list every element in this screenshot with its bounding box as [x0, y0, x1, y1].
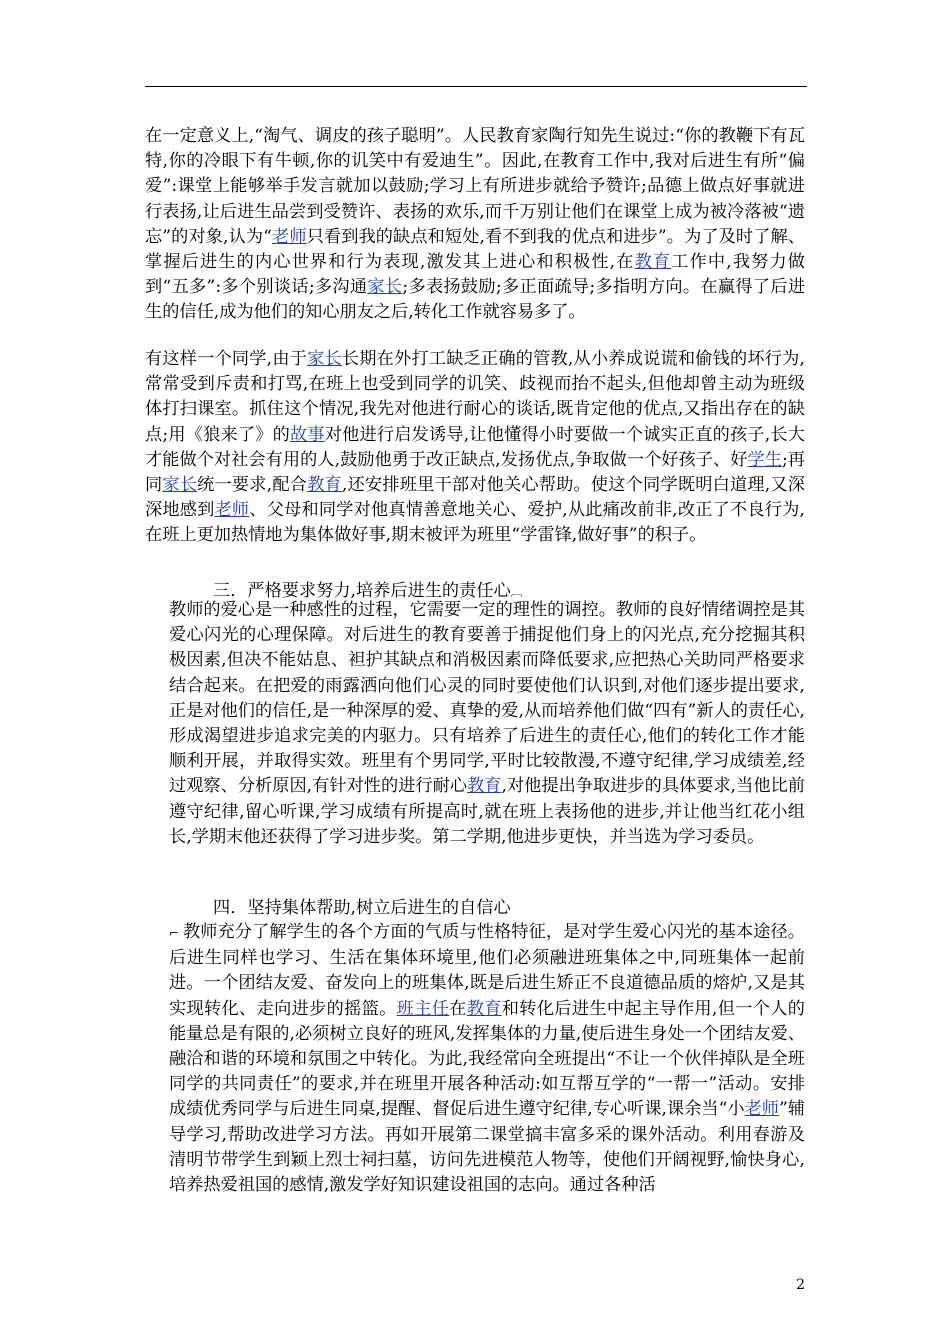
hyperlink[interactable]: 老师 — [744, 1099, 779, 1120]
text-run: 在一定意义上,“淘气、调皮的孩子聪明”。人民教育家陶行知先生说过:“你的教鞭下有瓦特,你的冷眼下有牛顿,你的讥笑中有爱迪生”。因此,在教育工作中,我对后进生有所“偏爱”:课堂上能够举手发言就加以鼓励;学习上有所进步就给予赞许;品德上做点好事就进行表扬,让后进生品尝到受赞许、表扬的欢乐,而千万别让他们在课堂上成为被冷落被“遗忘”的对象,认为“ — [145, 126, 805, 247]
hyperlink[interactable]: 老师 — [214, 500, 250, 521]
hyperlink[interactable]: 家长 — [367, 277, 403, 298]
section-heading-4 — [213, 896, 793, 921]
stray-mark: ⌐ — [169, 926, 183, 940]
text-run: ,还安排班里干部对他关心帮助。使这个同学既明白道理,又深深地感到 — [145, 475, 805, 521]
text-run: ”辅导学习,帮助改进学习方法。再如开展第二课堂搞丰富多采的课外活动。利用春游及清明节带学生到颖上烈士祠扫墓，访问先进模范人物等，使他们开阔视野,愉快身心,培养热爱祖国的感情,激发学好知识建设祖国的志向。通过各种活 — [169, 1099, 805, 1196]
hyperlink[interactable]: 家长 — [162, 475, 198, 496]
paragraph-3 — [169, 598, 805, 850]
text-run: 、父母和同学对他真情善意地关心、爱护,从此痛改前非,改正了不良行为,在班上更加热情地为集体做好事,期末被评为班里“学雷锋,做好事”的积子。 — [145, 500, 805, 546]
hyperlink[interactable]: 班主任 — [396, 998, 450, 1019]
paragraph-1 — [145, 124, 805, 326]
header-rule — [145, 86, 807, 87]
hyperlink[interactable]: 教育 — [634, 252, 672, 273]
text-run: 长期在外打工缺乏正确的管教,从小养成说谎和偷钱的坏行为,常常受到斥责和打骂,在班上也受到同学的讥笑、歧视而抬不起头,但他却曾主动为班级体打扫课室。抓住这个情况,我先对他进行耐心的谈话,既肯定他的优点,又指出存在的缺点;用《狼来了》的 — [145, 349, 806, 445]
paragraph-4 — [169, 920, 805, 1198]
text-run: 教师的爱心是一种感性的过程，它需要一定的理性的调控。教师的良好情绪调控是其爱心闪光的心理保障。对后进生的教育要善于捕捉他们身上的闪光点,充分挖掘其积极因素,但决不能姑息、袒护其缺点和消极因素而降低要求,应把热心关助同严格要求结合起来。在把爱的雨露洒向他们心灵的同时要使他们认识到,对他们逐步提出要求,正是对他们的信任,是一种深厚的爱、真挚的爱,从而培养他们做“四有”新人的责任心,形成渴望进步追求完美的内驱力。只有培养了后进生的责任心,他们的转化工作才能顺利开展，并取得实效。班里有个男同学,平时比较散漫,不遵守纪律,学习成绩差,经过观察、分析原因,有针对性的进行耐心 — [169, 600, 805, 797]
text-run: 对他进行启发诱导,让他懂得小时要做一个诚实正直的孩子,长大才能做个对社会有用的人,鼓励他勇于改正缺点,发扬优点,争取做一个好孩子、好 — [145, 424, 805, 470]
hyperlink[interactable]: 教育 — [466, 998, 502, 1019]
text-run: ,对他提出争取进步的具体要求,当他比前遵守纪律,留心听课,学习成绩有所提高时,就在班上表扬他的进步,并让他当红花小组长,学期末他还获得了学习进步奖。第二学期,他进步更快，并当选为学习委员。 — [169, 776, 805, 847]
hyperlink[interactable]: 教育 — [467, 776, 502, 797]
hyperlink[interactable]: 老师 — [271, 226, 307, 247]
text-run: 只看到我的缺点和短处,看不到我的优点和进步”。为了及时了解、掌握后进生的内心世界和行为表现,激发其上进心和积极性,在 — [145, 226, 805, 273]
stray-mark: ︹ — [510, 585, 523, 599]
text-run: 教师充分了解学生的各个方面的气质与性格特征，是对学生爱心闪光的基本途径。后进生同样也学习、生活在集体环境里,他们必须融进班集体之中,同班集体一起前进。一个团结友爱、奋发向上的班集体,既是后进生矫正不良道德品质的熔炉,又是其实现转化、走向进步的摇篮。 — [169, 922, 805, 1019]
text-run: 工作中,我努力做到“五多”:多个别谈话;多沟通 — [145, 252, 805, 298]
text-run: 四．坚持集体帮助,树立后进生的自信心 — [213, 898, 511, 918]
text-run: 和转化后进生中起主导作用,但一个人的能量总是有限的,必须树立良好的班风,发挥集体的力量,使后进生身处一个团结友爱、融洽和谐的环境和氛围之中转化。为此,我经常向全班提出“不让一个伙伴掉队是全班同学的共同责任”的要求,并在班里开展各种活动:如互帮互学的“一帮一”活动。安排成绩优秀同学与后进生同桌,提醒、督促后进生遵守纪律,专心听课,课余当“小 — [169, 998, 805, 1120]
hyperlink[interactable]: 教育 — [307, 475, 342, 496]
hyperlink[interactable]: 学生 — [747, 449, 782, 470]
paragraph-2 — [145, 347, 805, 549]
text-run: 三．严格要求努力,培养后进生的责任心 — [213, 581, 511, 601]
text-run: 在 — [449, 998, 467, 1019]
text-run: 有这样一个同学,由于 — [145, 349, 308, 369]
page-number: 2 — [796, 1277, 805, 1293]
text-run: ;再同 — [145, 449, 805, 496]
text-run: 统一要求,配合 — [197, 475, 308, 496]
hyperlink[interactable]: 家长 — [307, 349, 342, 369]
hyperlink[interactable]: 故事 — [289, 424, 325, 445]
text-run: ;多表扬鼓励;多正面疏导;多指明方向。在赢得了后进生的信任,成为他们的知心朋友之后,转化工作就容易多了。 — [145, 277, 806, 323]
